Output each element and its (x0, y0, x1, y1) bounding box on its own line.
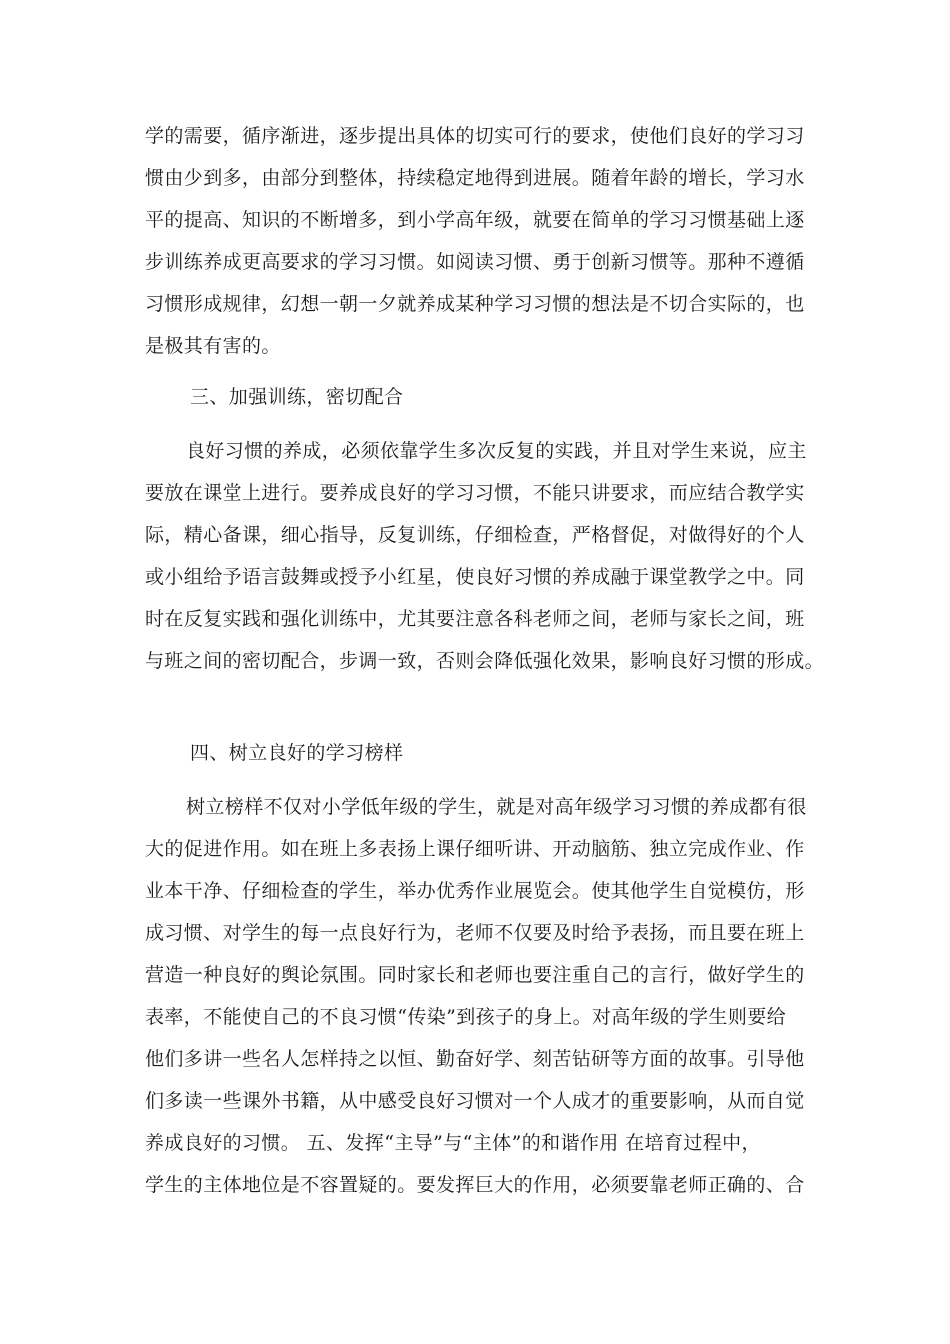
paragraph-line: 要放在课堂上进行。要养成良好的学习习惯，不能只讲要求，而应结合教学实 (145, 482, 805, 504)
paragraph-line: 平的提高、知识的不断增多，到小学高年级，就要在简单的学习习惯基础上逐 (145, 209, 805, 231)
paragraph-line: 或小组给予语言鼓舞或授予小红星，使良好习惯的养成融于课堂教学之中。同 (145, 566, 805, 588)
paragraph-line: 良好习惯的养成，必须依靠学生多次反复的实践，并且对学生来说，应主 (186, 440, 807, 462)
section-heading: 三、加强训练，密切配合 (190, 386, 404, 408)
paragraph-line: 步训练养成更高要求的学习习惯。如阅读习惯、勇于创新习惯等。那种不遵循 (145, 251, 805, 273)
paragraph-line: 营造一种良好的舆论氛围。同时家长和老师也要注重自己的言行，做好学生的 (145, 964, 805, 986)
paragraph-line: 们多读一些课外书籍，从中感受良好习惯对一个人成才的重要影响，从而自觉 (145, 1090, 805, 1112)
paragraph-line: 学生的主体地位是不容置疑的。要发挥巨大的作用，必须要靠老师正确的、合 (145, 1174, 805, 1196)
paragraph-line: 养成良好的习惯。 五、发挥“主导”与“主体”的和谐作用 在培育过程中， (145, 1132, 761, 1154)
section-heading: 四、树立良好的学习榜样 (190, 742, 404, 764)
paragraph-line: 成习惯、对学生的每一点良好行为，老师不仅要及时给予表扬，而且要在班上 (145, 922, 805, 944)
paragraph-line: 树立榜样不仅对小学低年级的学生，就是对高年级学习习惯的养成都有很 (186, 796, 807, 818)
paragraph-line: 大的促进作用。如在班上多表扬上课仔细听讲、开动脑筋、独立完成作业、作 (145, 838, 805, 860)
paragraph-line: 与班之间的密切配合，步调一致，否则会降低强化效果，影响良好习惯的形成。 (145, 650, 825, 672)
paragraph-line: 习惯形成规律，幻想一朝一夕就养成某种学习习惯的想法是不切合实际的，也 (145, 293, 805, 315)
paragraph-line: 学的需要，循序渐进，逐步提出具体的切实可行的要求，使他们良好的学习习 (145, 125, 805, 147)
paragraph-line: 是极其有害的。 (145, 335, 281, 357)
paragraph-line: 惯由少到多，由部分到整体，持续稳定地得到进展。随着年龄的增长，学习水 (145, 167, 805, 189)
paragraph-line: 际，精心备课，细心指导，反复训练，仔细检查，严格督促，对做得好的个人 (145, 524, 805, 546)
paragraph-line: 业本干净、仔细检查的学生，举办优秀作业展览会。使其他学生自觉模仿，形 (145, 880, 805, 902)
paragraph-line: 表率，不能使自己的不良习惯“传染”到孩子的身上。对高年级的学生则要给 (145, 1006, 787, 1028)
paragraph-line: 他们多讲一些名人怎样持之以恒、勤奋好学、刻苦钻研等方面的故事。引导他 (145, 1048, 805, 1070)
paragraph-line: 时在反复实践和强化训练中，尤其要注意各科老师之间，老师与家长之间，班 (145, 608, 805, 630)
